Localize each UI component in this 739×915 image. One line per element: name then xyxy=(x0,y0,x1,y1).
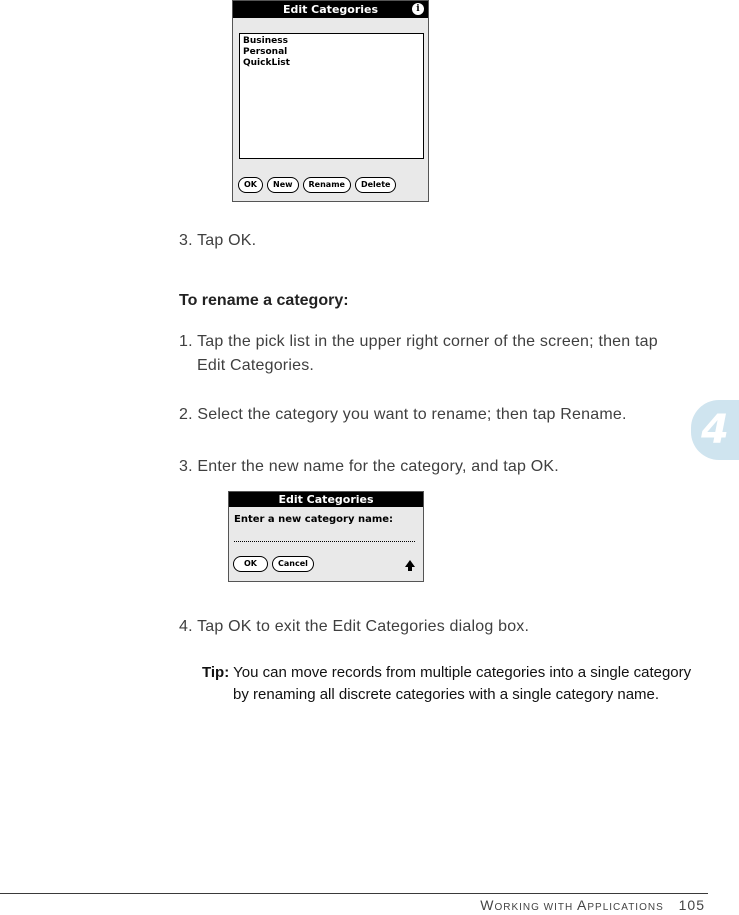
rename-dialog-screenshot xyxy=(228,491,424,582)
category-list xyxy=(239,33,424,159)
tip-text-1: You can move records from multiple categories into a single category xyxy=(233,664,692,681)
dialog-title-bar xyxy=(233,1,428,18)
rename-button: Rename xyxy=(303,177,351,193)
step-2: 2. Select the category you want to rename; then tap Rename. xyxy=(179,406,627,423)
delete-button: Delete xyxy=(355,177,396,193)
footer-rule xyxy=(0,893,708,894)
dialog-button-row xyxy=(233,556,314,572)
edit-categories-screenshot xyxy=(232,0,429,202)
info-icon: i xyxy=(412,3,424,15)
dialog-title: Edit Categories xyxy=(282,3,379,16)
running-footer: WORKING WITH APPLICATIONS 105 xyxy=(480,897,705,913)
list-item: Business xyxy=(243,36,288,46)
step-tap-ok: 3. Tap OK. xyxy=(179,232,257,249)
chapter-tab: 4 xyxy=(691,400,739,460)
step-1-line-2: Edit Categories. xyxy=(197,357,315,374)
tip-label: Tip: xyxy=(202,664,230,681)
step-1-line-1: 1. Tap the pick list in the upper right corner of the screen; then tap xyxy=(179,333,658,350)
new-button: New xyxy=(267,177,299,193)
ok-button: OK xyxy=(238,177,263,193)
name-input-line xyxy=(234,541,415,542)
cancel-button: Cancel xyxy=(272,556,314,572)
dialog-title: Edit Categories xyxy=(278,493,374,506)
tip-line-2: by renaming all discrete categories with a single category name. xyxy=(233,686,660,703)
shift-arrow-icon xyxy=(405,560,415,567)
ok-button: OK xyxy=(233,556,268,572)
name-prompt: Enter a new category name: xyxy=(234,514,394,525)
page-number: 105 xyxy=(678,897,705,913)
dialog-button-row xyxy=(238,177,396,193)
step-3: 3. Enter the new name for the category, and tap OK. xyxy=(179,458,559,475)
tip-line-1 xyxy=(202,664,691,681)
list-item: Personal xyxy=(243,47,288,57)
step-4: 4. Tap OK to exit the Edit Categories dialog box. xyxy=(179,618,530,635)
list-item: QuickList xyxy=(243,58,290,68)
section-heading: To rename a category: xyxy=(179,292,349,309)
dialog-title-bar xyxy=(229,492,423,507)
